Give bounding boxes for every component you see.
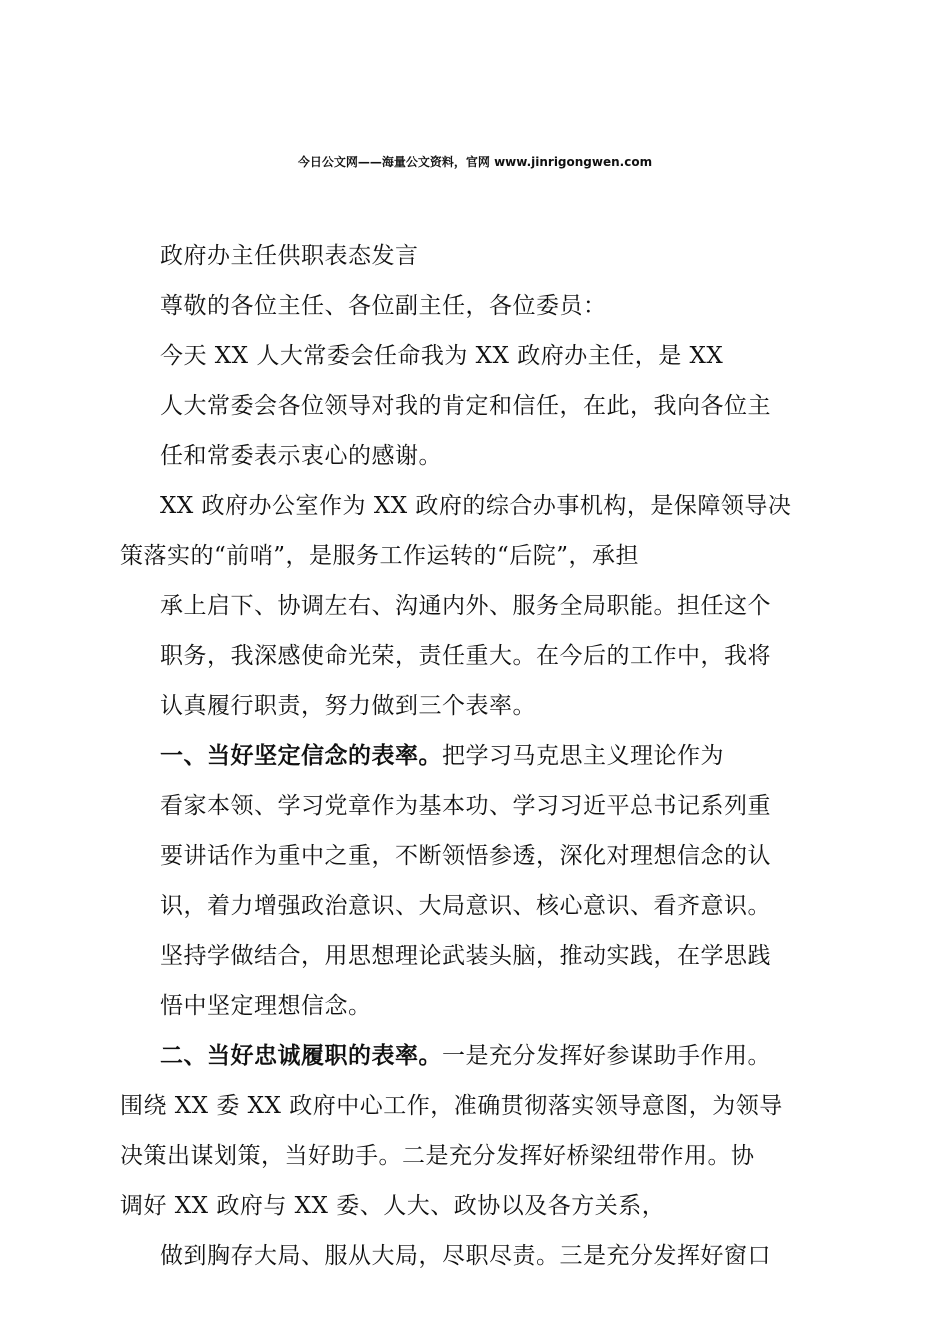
- text-line: 要讲话作为重中之重，不断领悟参透，深化对理想信念的认: [160, 843, 771, 869]
- section-heading: 一、当好坚定信念的表率。: [160, 743, 442, 769]
- text-line: 职务，我深感使命光荣，责任重大。在今后的工作中，我将: [160, 643, 771, 669]
- section-text: 把学习马克思主义理论作为: [442, 743, 724, 769]
- section-heading: 二、当好忠诚履职的表率。: [160, 1043, 442, 1069]
- section-heading-line: [160, 736, 724, 776]
- text-line: 人大常委会各位领导对我的肯定和信任，在此，我向各位主: [160, 393, 771, 419]
- site-header: 今日公文网——海量公文资料，官网 www.jinrigongwen.com: [297, 155, 653, 169]
- text-line: 看家本领、学习党章作为基本功、学习习近平总书记系列重: [160, 793, 771, 819]
- text-line: 承上启下、协调左右、沟通内外、服务全局职能。担任这个: [160, 593, 771, 619]
- text-line: XX 政府办公室作为 XX 政府的综合办事机构，是保障领导决: [160, 493, 792, 519]
- text-line: 围绕 XX 委 XX 政府中心工作，准确贯彻落实领导意图，为领导: [120, 1093, 783, 1119]
- text-line: 今天 XX 人大常委会任命我为 XX 政府办主任，是 XX: [160, 343, 724, 369]
- text-line: 策落实的“前哨”，是服务工作运转的“后院”，承担: [120, 543, 640, 569]
- text-line: 悟中坚定理想信念。: [160, 993, 372, 1019]
- text-line: 识，着力增强政治意识、大局意识、核心意识、看齐意识。: [160, 893, 771, 919]
- text-line: 坚持学做结合，用思想理论武装头脑，推动实践，在学思践: [160, 943, 771, 969]
- text-line: 调好 XX 政府与 XX 委、人大、政协以及各方关系，: [120, 1193, 666, 1219]
- section-heading-line: [160, 1036, 771, 1076]
- document-title: 政府办主任供职表态发言: [160, 243, 419, 269]
- text-line: 决策出谋划策，当好助手。二是充分发挥好桥梁纽带作用。协: [120, 1143, 755, 1169]
- section-text: 一是充分发挥好参谋助手作用。: [442, 1043, 771, 1069]
- text-line: 做到胸存大局、服从大局，尽职尽责。三是充分发挥好窗口: [160, 1243, 771, 1269]
- salutation: 尊敬的各位主任、各位副主任，各位委员：: [160, 293, 607, 319]
- text-line: 任和常委表示衷心的感谢。: [160, 443, 442, 469]
- text-line: 认真履行职责，努力做到三个表率。: [160, 693, 536, 719]
